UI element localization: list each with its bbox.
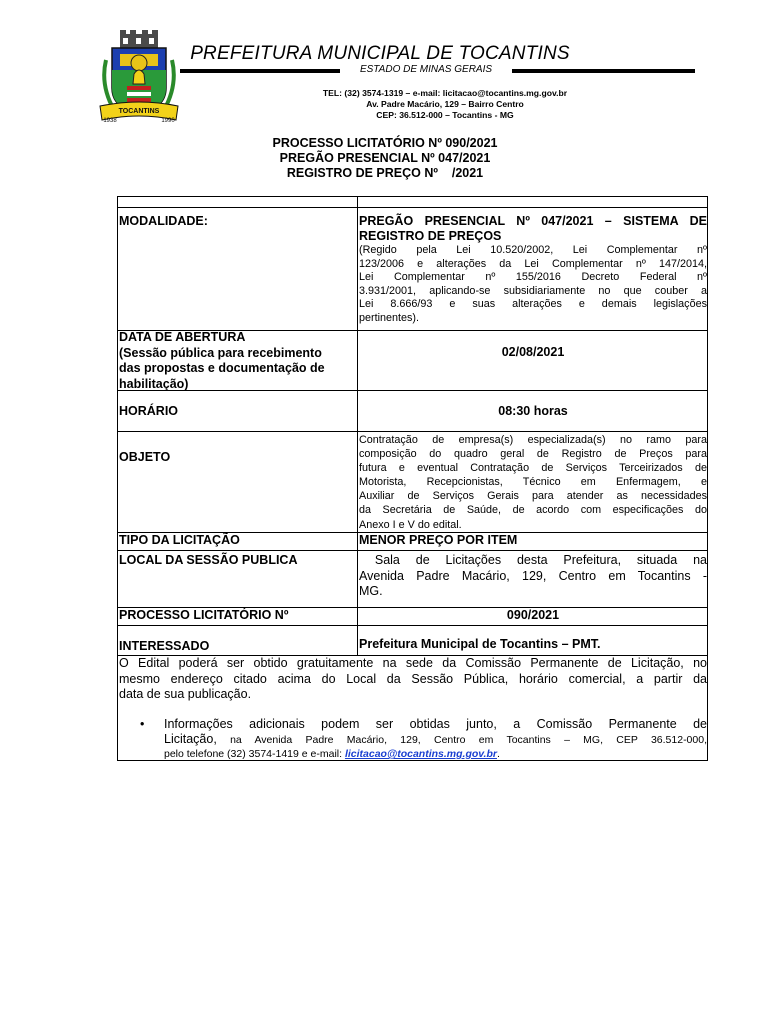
info-line-part: Licitação, <box>164 731 217 746</box>
edital-line: mesmo endereço citado acima do Local da Sessão Pública, horário comercial, a partir da <box>119 671 707 686</box>
objeto-line: Auxiliar de Serviços Gerais para atender as necessidades <box>359 490 707 503</box>
table-divider <box>118 207 707 208</box>
bid-summary-table <box>117 196 708 761</box>
info-line: Informações adicionais podem ser obtidas junto, a Comissão Permanente de <box>164 717 707 731</box>
modalidade-legal-text <box>359 244 707 325</box>
table-divider <box>118 431 707 432</box>
table-divider <box>118 625 707 626</box>
municipality-title: PREFEITURA MUNICIPAL DE TOCANTINS <box>190 43 570 64</box>
objeto-line: futura e eventual Contratação de Serviços Terceirizados de <box>359 462 707 475</box>
process-number: PROCESSO LICITATÓRIO Nº 090/2021 <box>272 136 498 150</box>
objeto-line: Contratação de empresa(s) especializada(s) no ramo para <box>359 434 707 446</box>
contact-cep: CEP: 36.512-000 – Tocantins - MG <box>376 110 514 120</box>
header-rule-right <box>512 69 695 73</box>
legal-line: Lei Complementar nº 155/2016 Decreto Federal nº <box>359 271 707 283</box>
label-line: das propostas e documentação de <box>119 361 325 375</box>
legal-line: (Regido pela Lei 10.520/2002, Lei Complementar nº <box>359 244 707 256</box>
objeto-line: da Secretária de Saúde, de acordo com especificações do <box>359 504 707 517</box>
crown-icon <box>120 30 158 48</box>
state-subtitle: ESTADO DE MINAS GERAIS <box>359 64 493 75</box>
local-line: MG. <box>359 584 383 598</box>
objeto-label: OBJETO <box>119 450 171 464</box>
info-phone-text: pelo telefone (32) 3574-1419 e e-mail: <box>164 748 345 760</box>
tipo-licitacao-value: MENOR PREÇO POR ITEM <box>359 533 518 547</box>
info-line <box>164 747 707 762</box>
edital-line: data de sua publicação. <box>119 687 252 701</box>
table-divider <box>118 550 707 551</box>
edital-line: O Edital poderá ser obtido gratuitamente na sede da Comissão Permanente de Licitação, no <box>119 656 707 670</box>
tipo-licitacao-label: TIPO DA LICITAÇÃO <box>119 533 240 547</box>
contact-phone-email: TEL: (32) 3574-1319 – e-mail: licitacao@tocantins.mg.gov.br <box>322 88 568 98</box>
contact-block <box>250 88 640 121</box>
horario-label: HORÁRIO <box>119 404 179 418</box>
horario-value: 08:30 horas <box>498 404 568 418</box>
data-abertura-label <box>119 330 355 392</box>
objeto-value <box>359 433 707 532</box>
legal-line: Lei 8.666/93 e suas alterações e demais legislações <box>359 298 707 310</box>
label-line: habilitação) <box>119 376 189 391</box>
legal-line: pertinentes). <box>359 311 420 324</box>
info-end: . <box>496 748 500 760</box>
municipal-coat-of-arms <box>98 30 180 126</box>
bullet-icon: • <box>140 717 145 731</box>
local-sessao-label: LOCAL DA SESSÃO PUBLICA <box>119 553 298 567</box>
contact-address: Av. Padre Macário, 129 – Bairro Centro <box>366 99 524 109</box>
edital-availability-text <box>119 656 707 703</box>
local-line: Avenida Padre Macário, 129, Centro em Tocantins - <box>359 568 707 583</box>
interessado-label: INTERESSADO <box>119 639 210 653</box>
table-column-divider <box>357 197 358 655</box>
label-line: (Sessão pública para recebimento <box>119 345 322 360</box>
crest-year-left: 1938 <box>103 118 117 124</box>
legal-line: 3.931/2001, aplicando-se subsidiariamente no que couber a <box>359 284 707 297</box>
crest-year-right: 1990 <box>161 118 175 124</box>
modalidade-value-line2: REGISTRO DE PREÇOS <box>359 229 502 243</box>
additional-info-text <box>164 717 707 762</box>
registro-number: REGISTRO DE PREÇO Nº /2021 <box>286 166 484 180</box>
objeto-line: Motorista, Recepcionistas, Técnico em Enfermagem, e <box>359 476 707 489</box>
objeto-line: Anexo I e V do edital. <box>359 518 462 531</box>
local-sessao-value <box>359 553 707 600</box>
objeto-line: composição do quadro geral de Registro de Preços para <box>359 448 707 461</box>
modalidade-value-line1: PREGÃO PRESENCIAL Nº 047/2021 – SISTEMA DE <box>359 214 707 228</box>
local-line: Sala de Licitações desta Prefeitura, situada na <box>359 553 707 567</box>
info-line-part: na Avenida Padre Macário, 129, Centro em Tocantins – MG, CEP 36.512-000, <box>216 733 707 746</box>
header-rule-left <box>180 69 340 73</box>
process-heading <box>180 136 590 181</box>
ribbon-banner <box>100 102 178 124</box>
data-abertura-value: 02/08/2021 <box>501 345 565 359</box>
pregao-number: PREGÃO PRESENCIAL Nº 047/2021 <box>279 151 491 165</box>
label-line: DATA DE ABERTURA <box>119 330 246 344</box>
processo-label: PROCESSO LICITATÓRIO Nº <box>119 608 289 622</box>
processo-value: 090/2021 <box>506 608 560 622</box>
crest-ribbon-text: TOCANTINS <box>118 108 160 115</box>
modalidade-label: MODALIDADE: <box>119 214 208 228</box>
legal-line: 123/2006 e alterações da Lei Complementar nº 147/2014, <box>359 257 707 270</box>
interessado-value: Prefeitura Municipal de Tocantins – PMT. <box>359 637 601 651</box>
email-link[interactable]: licitacao@tocantins.mg.gov.br <box>344 748 497 760</box>
info-line <box>164 732 707 748</box>
